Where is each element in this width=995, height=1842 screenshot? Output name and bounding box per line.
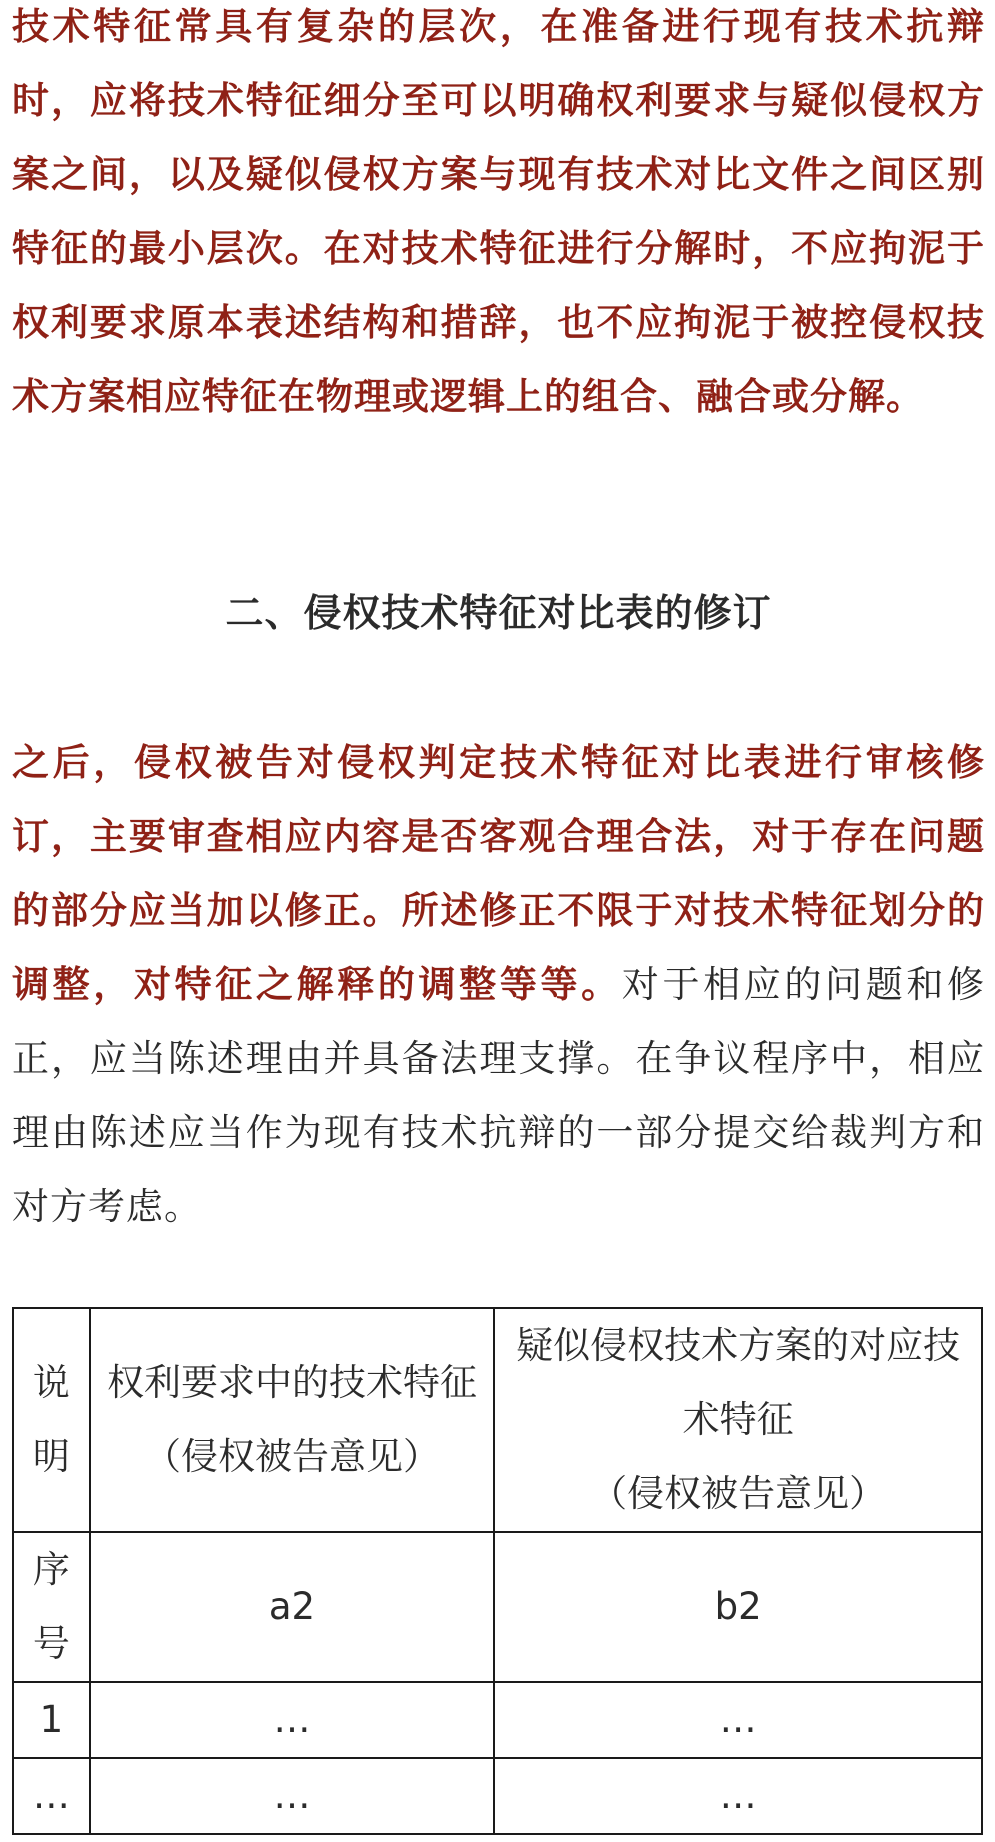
- header-cell-description: 说明: [13, 1308, 90, 1532]
- section-heading: 二、侵权技术特征对比表的修订: [225, 591, 772, 635]
- paragraph-bold-part: 之后，侵权被告对侵权判定技术特征对比表进行审核修订，主要审查相应内容是否客观合理合法，对于存在问题的部分应当加以修正。所述修正不限于对技术特征划分的调整，对特征之解释的调整等等。: [12, 741, 985, 1006]
- table-cell: …: [494, 1682, 982, 1758]
- header-accused-title: 疑似侵权技术方案的对应技术特征: [516, 1324, 961, 1441]
- paragraph-normal-part: 对于相应的问题和修正，应当陈述理由并具备法理支撑。在争议程序中，相应理由陈述应当作为现有技术抗辩的一部分提交给裁判方和对方考虑。: [12, 963, 986, 1228]
- header-cell-claim-features: [90, 1308, 494, 1532]
- table-row: [13, 1682, 982, 1758]
- table-cell: …: [13, 1758, 90, 1834]
- table-row: [13, 1532, 982, 1682]
- header-claim-title: 权利要求中的技术特征: [106, 1361, 477, 1404]
- feature-comparison-table: [12, 1307, 983, 1835]
- table-cell: a2: [90, 1532, 494, 1682]
- table-header-row: [13, 1308, 982, 1532]
- table-cell: 序号: [13, 1532, 90, 1682]
- header-cell-accused-features: [494, 1308, 982, 1532]
- table-cell: …: [90, 1758, 494, 1834]
- paragraph-feature-decomposition: 技术特征常具有复杂的层次，在准备进行现有技术抗辩时，应将技术特征细分至可以明确权利要求与疑似侵权方案之间，以及疑似侵权方案与现有技术对比文件之间区别特征的最小层次。在对技术特征进行分解时，不应拘泥于权利要求原本表述结构和措辞，也不应拘泥于被控侵权技术方案相应特征在物理或逻辑上的组合、融合或分解。: [12, 5, 985, 418]
- header-accused-note: （侵权被告意见）: [590, 1472, 887, 1515]
- table-cell: …: [90, 1682, 494, 1758]
- paragraph-table-revision: [12, 726, 985, 1244]
- table-cell: …: [494, 1758, 982, 1834]
- header-claim-note: （侵权被告意见）: [143, 1435, 440, 1478]
- table-cell: b2: [494, 1532, 982, 1682]
- table-cell: 1: [13, 1682, 90, 1758]
- table-row: [13, 1758, 982, 1834]
